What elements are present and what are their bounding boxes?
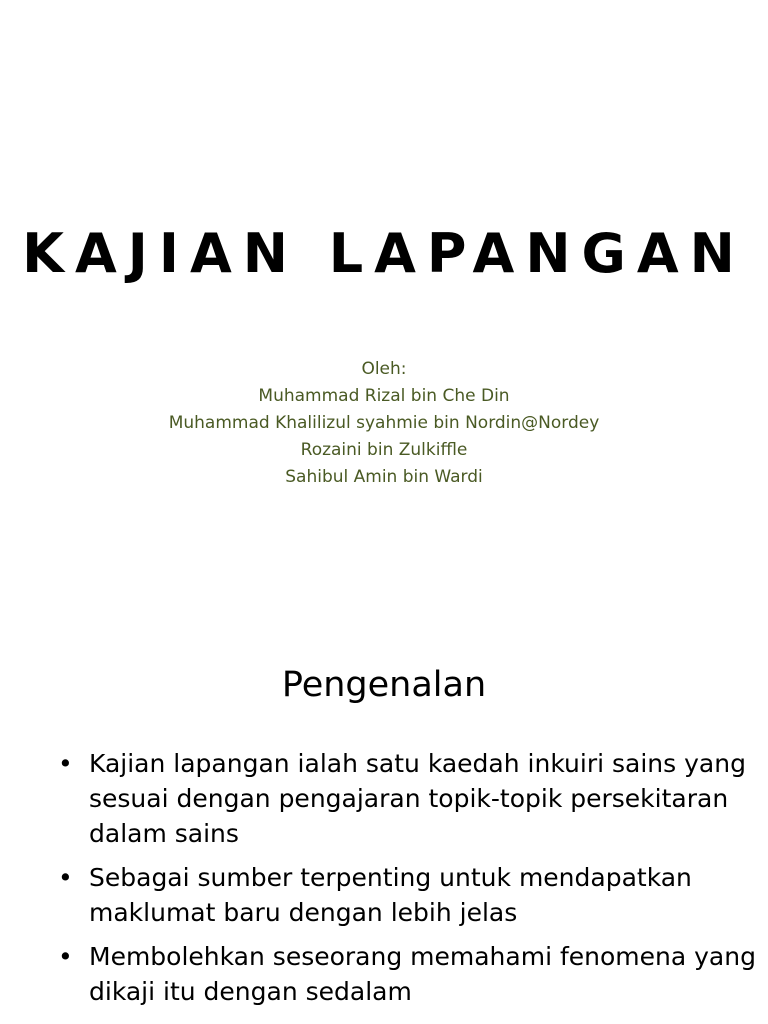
bullet-item	[56, 860, 756, 930]
bullet-dot-icon: •	[58, 749, 73, 778]
presentation-title: KAJIAN LAPANGAN	[22, 222, 746, 285]
bullet-list	[56, 746, 756, 1018]
bullet-text: Membolehkan seseorang memahami fenomena yang dikaji itu dengan sedalam	[89, 942, 756, 1006]
slide-introduction	[0, 576, 768, 1024]
section-title: Pengenalan	[281, 665, 487, 705]
author-name: Muhammad Rizal bin Che Din	[258, 386, 510, 406]
byline-label: Oleh:	[361, 359, 407, 379]
author-name: Rozaini bin Zulkiffle	[300, 440, 468, 460]
bullet-item	[56, 939, 756, 1009]
bullet-dot-icon: •	[58, 863, 73, 892]
bullet-text: Kajian lapangan ialah satu kaedah inkuiri sains yang sesuai dengan pengajaran topik-topik persekitaran dalam sains	[89, 749, 746, 848]
author-block	[0, 356, 768, 491]
author-name: Muhammad Khalilizul syahmie bin Nordin@Nordey	[168, 413, 600, 433]
bullet-text: Sebagai sumber terpenting untuk mendapatkan maklumat baru dengan lebih jelas	[89, 863, 692, 927]
bullet-dot-icon: •	[58, 942, 73, 971]
bullet-item	[56, 746, 756, 851]
author-name: Sahibul Amin bin Wardi	[285, 467, 483, 487]
